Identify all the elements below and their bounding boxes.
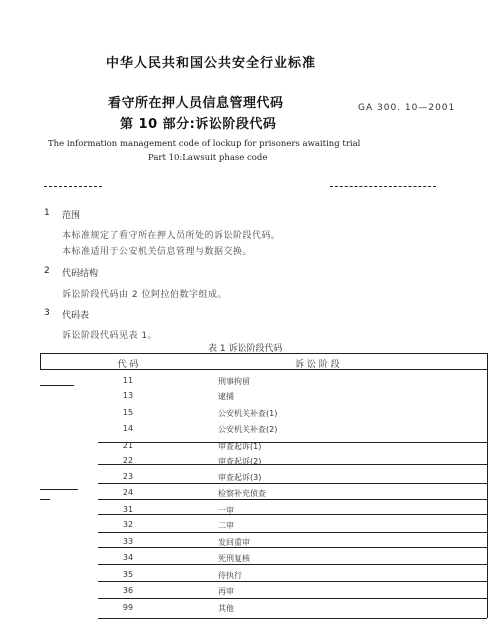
document-subtitle: 第 10 部分:诉讼阶段代码	[120, 117, 277, 132]
english-title: The information management code of lockup for prisoners awaiting trial	[48, 139, 361, 149]
row-divider	[98, 483, 487, 484]
table-cell-code: 22	[122, 456, 134, 465]
row-divider	[98, 514, 487, 515]
table-cell-stage: 死刑复核	[218, 554, 250, 563]
section-1-number: 1	[44, 208, 50, 218]
table-cell-code: 23	[122, 472, 134, 481]
table-cell-code: 21	[122, 441, 134, 450]
table-cell-code: 32	[122, 520, 134, 529]
section-3-para-1: 诉讼阶段代码见表 1。	[62, 331, 158, 341]
section-1-para-2: 本标准适用于公安机关信息管理与数据交换。	[62, 247, 253, 257]
row-divider	[98, 532, 487, 533]
table-cell-stage: 刑事拘留	[218, 377, 250, 386]
table-cell-stage: 再审	[218, 587, 234, 596]
table-header-rule	[40, 369, 487, 370]
table-cell-stage: 二审	[218, 521, 234, 530]
row-divider	[98, 499, 487, 500]
table-cell-stage: 其他	[218, 604, 234, 613]
table-cell-stage: 待执行	[218, 571, 242, 580]
table-cell-code: 11	[122, 376, 134, 385]
document-title: 看守所在押人员信息管理代码	[108, 96, 284, 111]
table-cell-stage: 发回重审	[218, 538, 250, 547]
table-cell-stage: 一审	[218, 506, 234, 515]
section-1-para-1: 本标准规定了看守所在押人员所处的诉讼阶段代码。	[62, 231, 281, 241]
section-2-number: 2	[44, 266, 50, 276]
section-2-para-1: 诉讼阶段代码由 2 位阿拉伯数字组成。	[62, 290, 227, 300]
table-cell-stage: 检察补充侦查	[218, 489, 266, 498]
row-divider	[98, 547, 487, 548]
title-rule-right	[330, 186, 436, 187]
column-header-stage: 诉 讼 阶 段	[295, 360, 340, 370]
section-2-heading: 代码结构	[62, 269, 99, 279]
table-cell-code: 24	[122, 488, 134, 497]
table-cell-code: 34	[122, 553, 134, 562]
row-divider	[98, 581, 487, 582]
table-cell-stage: 审查起诉(2)	[218, 457, 262, 466]
table-right-border	[487, 353, 488, 618]
section-3-heading: 代码表	[62, 311, 90, 321]
row-divider	[98, 618, 487, 619]
table-cell-stage: 审查起诉(1)	[218, 442, 262, 451]
table-left-border	[40, 353, 41, 369]
table-cell-stage: 审查起诉(3)	[218, 473, 262, 482]
table-cell-code: 13	[122, 391, 134, 400]
column-header-code: 代 码	[117, 360, 139, 370]
row-divider	[98, 564, 487, 565]
table-cell-code: 31	[122, 505, 134, 514]
section-1-heading: 范围	[62, 211, 81, 221]
table-cell-code: 14	[122, 424, 134, 433]
table-top-rule	[40, 353, 487, 354]
title-rule-left	[44, 186, 102, 187]
left-stub	[40, 385, 74, 386]
standard-number: GA 300. 10—2001	[358, 103, 456, 113]
table-cell-code: 35	[122, 570, 134, 579]
section-3-number: 3	[44, 308, 50, 318]
table-cell-code: 33	[122, 537, 134, 546]
left-stub	[40, 489, 78, 490]
left-stub	[40, 499, 50, 500]
table-cell-code: 15	[122, 408, 134, 417]
table-cell-stage: 公安机关补查(1)	[218, 409, 278, 418]
table-cell-code: 99	[122, 603, 134, 612]
table-cell-stage: 公安机关补查(2)	[218, 425, 278, 434]
table-cell-code: 36	[122, 586, 134, 595]
standard-category-header: 中华人民共和国公共安全行业标准	[106, 56, 317, 71]
english-subtitle: Part 10:Lawsuit phase code	[148, 153, 268, 163]
table-cell-stage: 逮捕	[218, 392, 234, 401]
table-caption: 表 1 诉讼阶段代码	[208, 344, 283, 354]
row-divider	[98, 598, 487, 599]
